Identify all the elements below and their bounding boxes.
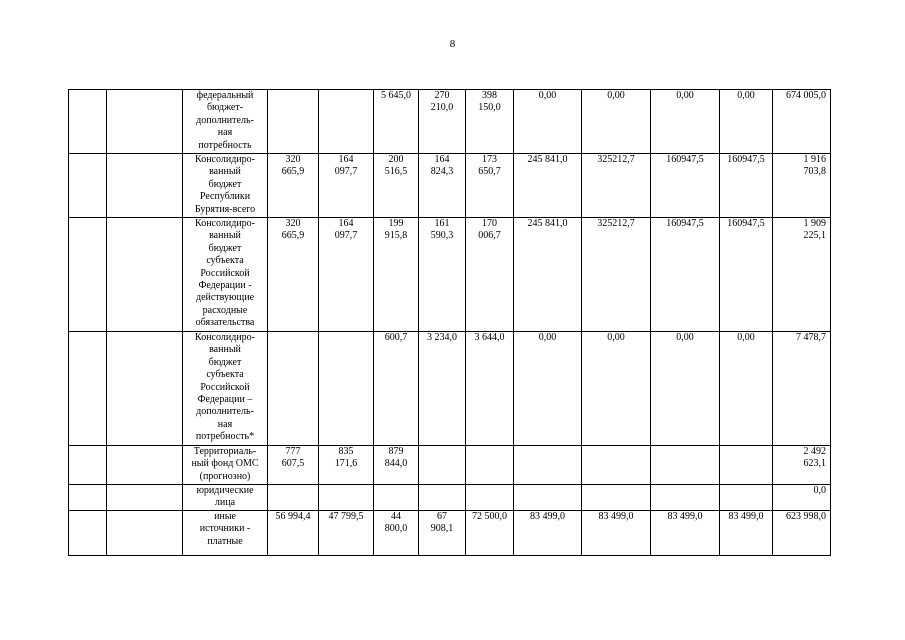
cell-value: 44 800,0: [384, 510, 408, 535]
blank-cell-1: [69, 154, 107, 218]
value-cell: [374, 90, 419, 154]
cell-value: 83 499,0: [728, 510, 764, 522]
blank-cell-1: [69, 90, 107, 154]
value-cell: [720, 154, 773, 218]
value-cell: [582, 154, 651, 218]
cell-value: 0,00: [607, 90, 625, 101]
cell-value: 56 994,4: [275, 510, 311, 522]
cell-value: 325212,7: [597, 154, 635, 165]
cell-value: 777 607,5: [281, 446, 305, 470]
value-cell: [466, 154, 514, 218]
value-cell: [514, 218, 582, 332]
value-cell: [268, 446, 319, 485]
cell-value: 170 006,7: [478, 218, 501, 242]
cell-value: 161 590,3: [430, 218, 454, 242]
value-cell: [466, 218, 514, 332]
total-value: 623 998,0: [786, 510, 826, 522]
value-cell: [374, 332, 419, 446]
blank-cell-2: [107, 510, 183, 555]
value-cell: [268, 332, 319, 446]
cell-value: 83 499,0: [667, 510, 703, 522]
value-cell: [720, 90, 773, 154]
cell-value: 0,00: [676, 332, 694, 343]
funding-source-label: Территориаль- ный фонд ОМС (прогнозно): [191, 446, 259, 482]
value-cell: [374, 485, 419, 511]
blank-cell-1: [69, 218, 107, 332]
cell-value: 199 915,8: [384, 218, 408, 242]
value-cell: [374, 510, 419, 555]
total-value: 2 492 623,1: [803, 446, 826, 470]
cell-value: 200 516,5: [384, 154, 408, 178]
funding-source-cell: [183, 446, 268, 485]
cell-value: 83 499,0: [530, 510, 565, 522]
value-cell: [466, 485, 514, 511]
table-row: [69, 510, 831, 555]
total-value: 674 005,0: [786, 90, 826, 101]
value-cell: [419, 90, 466, 154]
table-row: [69, 154, 831, 218]
value-cell: [651, 510, 720, 555]
value-cell: [419, 218, 466, 332]
total-cell: [773, 332, 831, 446]
value-cell: [466, 332, 514, 446]
blank-cell-2: [107, 218, 183, 332]
blank-cell-2: [107, 446, 183, 485]
cell-value: 320 665,9: [281, 218, 305, 242]
blank-cell-1: [69, 446, 107, 485]
value-cell: [319, 510, 374, 555]
blank-cell-2: [107, 90, 183, 154]
total-cell: [773, 90, 831, 154]
value-cell: [419, 446, 466, 485]
value-cell: [514, 332, 582, 446]
value-cell: [466, 510, 514, 555]
budget-table: [68, 89, 831, 556]
total-cell: [773, 154, 831, 218]
cell-value: 0,00: [538, 332, 557, 343]
cell-value: 320 665,9: [281, 154, 305, 178]
funding-source-label: Консолидиро- ванный бюджет субъекта Российской Федерации – дополнитель- ная потребность*: [195, 332, 255, 443]
value-cell: [419, 332, 466, 446]
value-cell: [319, 332, 374, 446]
funding-source-label: юридические лица: [196, 485, 254, 509]
value-cell: [419, 485, 466, 511]
funding-source-label: Консолидиро- ванный бюджет субъекта Российской Федерации - действующие расходные обязательства: [195, 218, 255, 329]
cell-value: 164 097,7: [334, 218, 358, 242]
value-cell: [268, 485, 319, 511]
value-cell: [514, 154, 582, 218]
value-cell: [720, 332, 773, 446]
value-cell: [651, 446, 720, 485]
value-cell: [319, 90, 374, 154]
cell-value: 0,00: [737, 332, 755, 343]
cell-value: 160947,5: [727, 154, 765, 165]
value-cell: [720, 218, 773, 332]
value-cell: [720, 446, 773, 485]
cell-value: 3 234,0: [427, 332, 457, 343]
value-cell: [720, 485, 773, 511]
value-cell: [651, 154, 720, 218]
cell-value: 0,00: [538, 90, 557, 101]
cell-value: 0,00: [676, 90, 694, 101]
total-value: 1 916 703,8: [803, 154, 826, 178]
funding-source-cell: [183, 218, 268, 332]
cell-value: 0,00: [737, 90, 755, 101]
value-cell: [268, 510, 319, 555]
cell-value: 5 645,0: [381, 90, 411, 101]
cell-value: 47 799,5: [328, 510, 364, 522]
value-cell: [582, 90, 651, 154]
cell-value: 398 150,0: [478, 90, 501, 114]
value-cell: [582, 510, 651, 555]
cell-value: 879 844,0: [384, 446, 408, 470]
cell-value: 173 650,7: [478, 154, 501, 178]
blank-cell-2: [107, 332, 183, 446]
value-cell: [268, 90, 319, 154]
table-row: [69, 90, 831, 154]
blank-cell-2: [107, 485, 183, 511]
value-cell: [466, 90, 514, 154]
cell-value: 67 908,1: [430, 510, 454, 535]
cell-value: 83 499,0: [598, 510, 634, 522]
total-value: 0,0: [813, 485, 826, 496]
table-row: [69, 332, 831, 446]
funding-source-label: федеральный бюджет- дополнитель- ная потребность: [196, 90, 254, 151]
value-cell: [319, 218, 374, 332]
table-row: [69, 218, 831, 332]
value-cell: [319, 154, 374, 218]
blank-cell-1: [69, 485, 107, 511]
value-cell: [514, 446, 582, 485]
cell-value: 0,00: [607, 332, 625, 343]
total-value: 1 909 225,1: [803, 218, 826, 242]
funding-source-label: Консолидиро- ванный бюджет Республики Бурятия-всего: [194, 154, 256, 215]
funding-source-cell: [183, 510, 268, 555]
value-cell: [582, 332, 651, 446]
total-value: 7 478,7: [796, 332, 826, 343]
value-cell: [374, 154, 419, 218]
cell-value: 72 500,0: [472, 510, 507, 522]
funding-source-cell: [183, 154, 268, 218]
value-cell: [720, 510, 773, 555]
value-cell: [582, 218, 651, 332]
cell-value: 270 210,0: [430, 90, 454, 114]
value-cell: [514, 90, 582, 154]
table-row: [69, 446, 831, 485]
funding-source-label: иные источники - платные: [199, 510, 251, 547]
value-cell: [651, 90, 720, 154]
funding-source-cell: [183, 90, 268, 154]
value-cell: [374, 218, 419, 332]
cell-value: 160947,5: [666, 154, 704, 165]
value-cell: [466, 446, 514, 485]
value-cell: [419, 510, 466, 555]
cell-value: 245 841,0: [527, 154, 568, 165]
value-cell: [651, 332, 720, 446]
cell-value: 835 171,6: [334, 446, 358, 470]
cell-value: 3 644,0: [474, 332, 505, 343]
cell-value: 164 824,3: [430, 154, 454, 178]
value-cell: [319, 446, 374, 485]
blank-cell-1: [69, 332, 107, 446]
total-cell: [773, 218, 831, 332]
value-cell: [268, 218, 319, 332]
funding-source-cell: [183, 332, 268, 446]
value-cell: [374, 446, 419, 485]
value-cell: [651, 485, 720, 511]
cell-value: 245 841,0: [527, 218, 568, 229]
cell-value: 325212,7: [597, 218, 635, 229]
page-number: 8: [449, 38, 456, 50]
blank-cell-1: [69, 510, 107, 555]
cell-value: 164 097,7: [334, 154, 358, 178]
value-cell: [319, 485, 374, 511]
total-cell: [773, 510, 831, 555]
blank-cell-2: [107, 154, 183, 218]
cell-value: 160947,5: [666, 218, 704, 229]
value-cell: [582, 485, 651, 511]
value-cell: [514, 485, 582, 511]
value-cell: [651, 218, 720, 332]
cell-value: 600,7: [384, 332, 408, 343]
value-cell: [419, 154, 466, 218]
total-cell: [773, 485, 831, 511]
cell-value: 160947,5: [727, 218, 765, 229]
value-cell: [582, 446, 651, 485]
funding-source-cell: [183, 485, 268, 511]
table-row: [69, 485, 831, 511]
value-cell: [268, 154, 319, 218]
value-cell: [514, 510, 582, 555]
total-cell: [773, 446, 831, 485]
